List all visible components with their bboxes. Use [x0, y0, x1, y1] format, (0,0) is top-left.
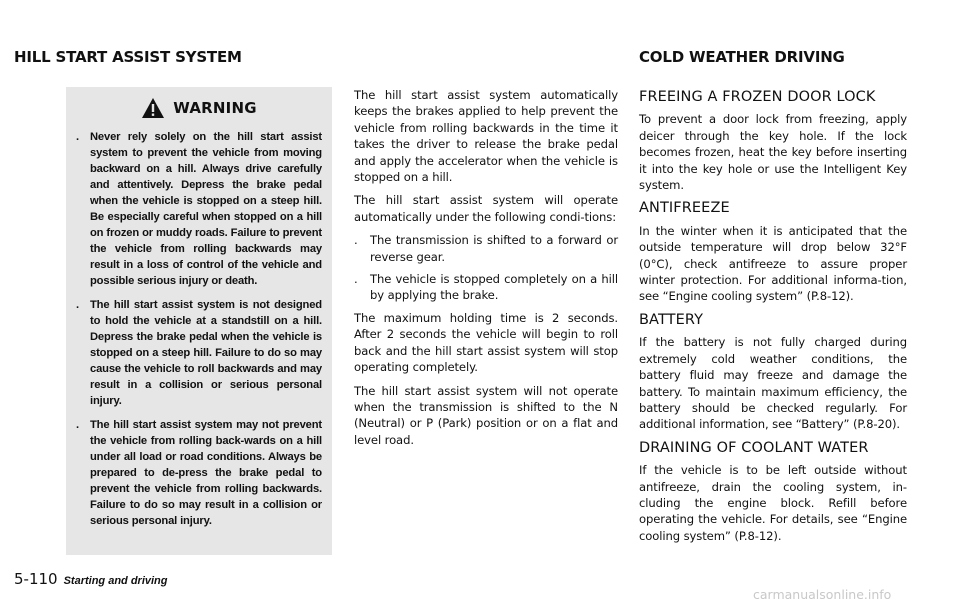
list-item-text: The vehicle is stopped completely on a hill by applying the brake. — [370, 272, 618, 303]
warning-header — [76, 93, 322, 123]
bullet: . — [76, 419, 79, 431]
bullet: . — [76, 131, 79, 143]
list-item-text: The transmission is shifted to a forward or reverse gear. — [370, 233, 618, 264]
warning-box — [66, 87, 332, 555]
warning-item-text: Never rely solely on the hill start assist system to prevent the vehicle from moving backward on a hill. Always drive carefully and attentively. Depress the brake pedal when the vehicle is stopped on a steep hill. Be especially careful when stopped on a hill on frozen or muddy roads. Failure to prevent the vehicle from rolling backwards may result in a loss of control of the vehicle and possible serious injury or death. — [90, 131, 322, 287]
subheading-door-lock: FREEING A FROZEN DOOR LOCK — [639, 89, 876, 105]
warning-item — [76, 129, 322, 289]
paragraph: To prevent a door lock from freezing, apply deicer through the key hole. If the lock becomes frozen, heat the key before inserting it into the key hole or use the Intelligent Key system. — [639, 112, 907, 193]
paragraph: The maximum holding time is 2 seconds. After 2 seconds the vehicle will begin to roll back and the hill start assist system will stop operating completely. — [354, 310, 618, 375]
section-title-hill-start: HILL START ASSIST SYSTEM — [14, 48, 242, 66]
warning-heading: WARNING — [173, 99, 257, 117]
warning-triangle-icon — [141, 97, 165, 119]
paragraph: The hill start assist system automatically keeps the brakes applied to help prevent the vehicle from rolling backwards in the time it takes the driver to release the brake pedal and apply the accelerator when the vehicle is stopped on a hill. — [354, 88, 618, 185]
page-footer — [14, 570, 168, 588]
paragraph: If the vehicle is to be left outside without antifreeze, drain the cooling system, in-cluding the engine block. Refill before operating the vehicle. For details, see “Engine cooling system” (P.8-12). — [639, 463, 907, 543]
middle-column — [354, 87, 618, 455]
paragraph: If the battery is not fully charged during extremely cold weather conditions, the battery fluid may freeze and damage the battery. To maintain maximum efficiency, the battery should be checked regularly. For additional information, see “Battery” (P.8-20). — [639, 335, 907, 432]
paragraph: The hill start assist system will not operate when the transmission is shifted to the N (Neutral) or P (Park) position or on a flat and level road. — [354, 383, 618, 447]
bullet: . — [354, 272, 358, 287]
warning-item — [76, 417, 322, 529]
bullet: . — [76, 299, 79, 311]
subheading-coolant: DRAINING OF COOLANT WATER — [639, 439, 869, 456]
paragraph: The hill start assist system will operate automatically under the following condi-tions: — [354, 193, 618, 224]
list-item — [354, 232, 618, 265]
section-title-cold-weather: COLD WEATHER DRIVING — [639, 48, 845, 66]
chapter-title: Starting and driving — [63, 575, 168, 587]
page-number: 5-110 — [14, 570, 58, 588]
warning-item — [76, 297, 322, 409]
warning-item-text: The hill start assist system is not designed to hold the vehicle at a standstill on a hill. Depress the brake pedal when the vehicle is stopped on a steep hill. Failure to do so may cause the vehicle to roll backwards and may result in a collision or serious personal injury. — [90, 299, 322, 407]
subheading-battery: BATTERY — [639, 311, 704, 328]
bullet: . — [354, 233, 358, 248]
watermark: carmanualsonline.info — [753, 587, 892, 602]
warning-item-text: The hill start assist system may not prevent the vehicle from rolling back-wards on a hill under all load or road conditions. Always be prepared to de-press the brake pedal to prevent the vehicle from rolling backwards. Failure to do so may result in a collision or serious personal injury. — [90, 419, 322, 527]
subheading-antifreeze: ANTIFREEZE — [639, 200, 730, 217]
list-item — [354, 271, 618, 304]
paragraph: In the winter when it is anticipated that the outside temperature will drop below 32°F (0°C), check antifreeze to assure proper winter protection. For additional informa-tion, see “Engine cooling system” (P.8-12). — [639, 223, 907, 304]
right-column — [639, 87, 907, 551]
